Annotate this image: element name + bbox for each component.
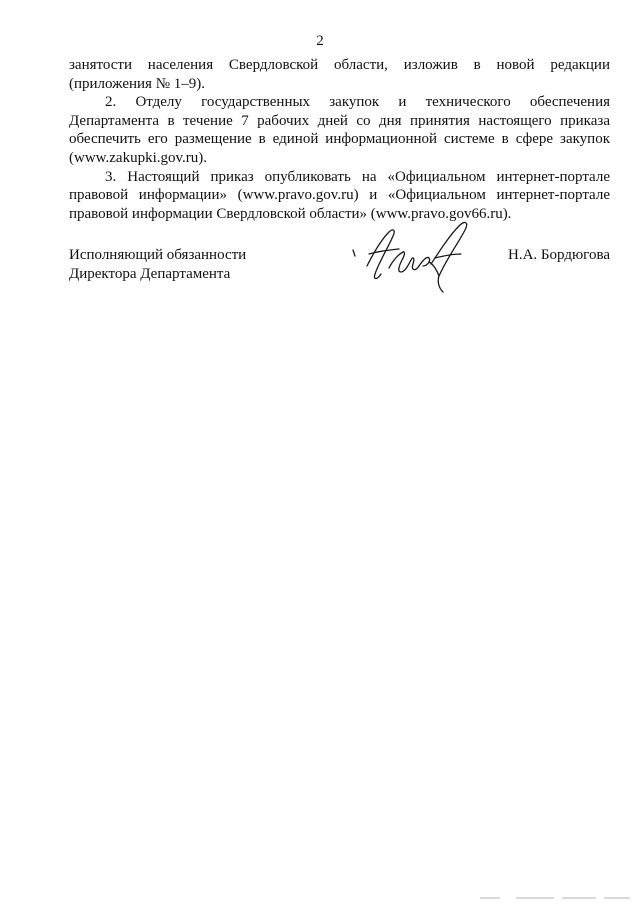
handwritten-signature [349,218,479,298]
signer-title [69,246,246,283]
paragraph-item-3: 3. Настоящий приказ опубликовать на «Официальном интернет-портале правовой информации» (www.pravo.gov.ru) и «Официальном интернет-портале правовой информации Свердловской области» (www.pravo.gov66.ru). [69,168,610,222]
document-body [69,56,610,223]
signer-title-line-1: Исполняющий обязанности [69,247,247,263]
paragraph-item-2: 2. Отделу государственных закупок и технического обеспечения Департамента в течение 7 рабочих дней со дня принятия настоящего приказа обеспечить его размещение в единой информационной системе в сфере закупок (www.zakupki.gov.ru). [69,94,610,166]
signature-block [69,246,610,306]
signer-title-line-2: Директора Департамента [69,265,231,282]
page-number: 2 [316,33,324,49]
paragraph-continuation: занятости населения Свердловской области, изложив в новой редакции (приложения № 1–9). [69,57,610,92]
signer-name: Н.А. Бордюгова [508,247,610,263]
footer-rule [480,896,630,900]
